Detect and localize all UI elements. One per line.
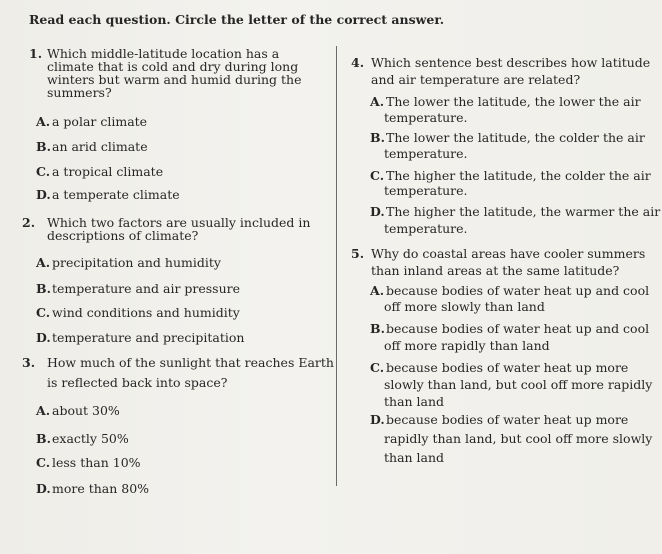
option-letter: A. [36,255,51,270]
question-stem-line: and air temperature are related? [371,72,581,87]
question-stem-line: climate that is cold and dry during long [47,59,299,74]
option-text-line: a tropical climate [52,164,164,179]
option-text-line: temperature. [384,183,468,198]
option-letter: B. [370,130,385,145]
option-letter: C. [370,360,385,375]
question-stem-line: Which sentence best describes how latitude [371,55,651,70]
option-letter: D. [370,412,385,427]
option-letter: B. [36,281,51,296]
option-text-line: precipitation and humidity [52,255,221,270]
option-letter: A. [370,283,385,298]
option-text-line: more than 80% [52,481,150,496]
option-letter: C. [370,168,385,183]
option-text-line: less than 10% [52,455,141,470]
option-letter: B. [36,139,51,154]
option-letter: C. [36,455,51,470]
option-letter: A. [36,114,51,129]
question-number: 2. [22,215,36,230]
option-letter: D. [36,330,51,345]
option-text-line: temperature. [384,110,468,125]
option-letter: A. [370,94,385,109]
option-text-line: about 30% [52,403,120,418]
option-text-line: off more slowly than land [384,299,545,314]
question-stem-line: How much of the sunlight that reaches Earth [47,355,334,370]
option-text-line: temperature. [384,221,468,236]
option-text-line: temperature and air pressure [52,281,241,296]
option-text-line: wind conditions and humidity [52,305,240,320]
question-stem-line: than inland areas at the same latitude? [371,263,620,278]
option-letter: D. [370,204,385,219]
option-letter: A. [36,403,51,418]
question-stem-line: descriptions of climate? [47,228,199,243]
option-text-line: exactly 50% [52,431,129,446]
option-letter: D. [36,481,51,496]
option-text-line: off more rapidly than land [384,338,550,353]
option-letter: C. [36,164,51,179]
question-stem-line: winters but warm and humid during the [47,72,302,87]
option-text-line: temperature. [384,146,468,161]
option-text-line: because bodies of water heat up and cool [386,321,650,336]
question-stem-line: Why do coastal areas have cooler summers [371,246,646,261]
option-text-line: rapidly than land, but cool off more slowly [384,431,653,446]
option-letter: B. [370,321,385,336]
option-letter: B. [36,431,51,446]
option-text-line: an arid climate [52,139,148,154]
option-text-line: a polar climate [52,114,148,129]
column-divider [336,46,337,486]
question-stem-line: summers? [47,85,112,100]
option-letter: C. [36,305,51,320]
option-letter: D. [36,187,51,202]
question-number: 3. [22,355,36,370]
option-text-line: The higher the latitude, the warmer the air [386,204,661,219]
option-text-line: because bodies of water heat up more [386,360,629,375]
option-text-line: temperature and precipitation [52,330,245,345]
question-number: 4. [351,55,365,70]
question-number: 5. [351,246,365,261]
option-text-line: The lower the latitude, the lower the air [386,94,641,109]
option-text-line: slowly than land, but cool off more rapidly [384,377,653,392]
option-text-line: because bodies of water heat up more [386,412,629,427]
question-stem-line: Which middle-latitude location has a [47,46,280,61]
option-text-line: a temperate climate [52,187,180,202]
question-number: 1. [29,46,43,61]
option-text-line: The higher the latitude, the colder the air [386,168,651,183]
option-text-line: The lower the latitude, the colder the air [386,130,645,145]
question-stem-line: Which two factors are usually included in [47,215,311,230]
option-text-line: because bodies of water heat up and cool [386,283,650,298]
option-text-line: than land [384,450,445,465]
instructions: Read each question. Circle the letter of the correct answer. [29,12,445,27]
question-stem-line: is reflected back into space? [47,375,228,390]
option-text-line: than land [384,394,445,409]
